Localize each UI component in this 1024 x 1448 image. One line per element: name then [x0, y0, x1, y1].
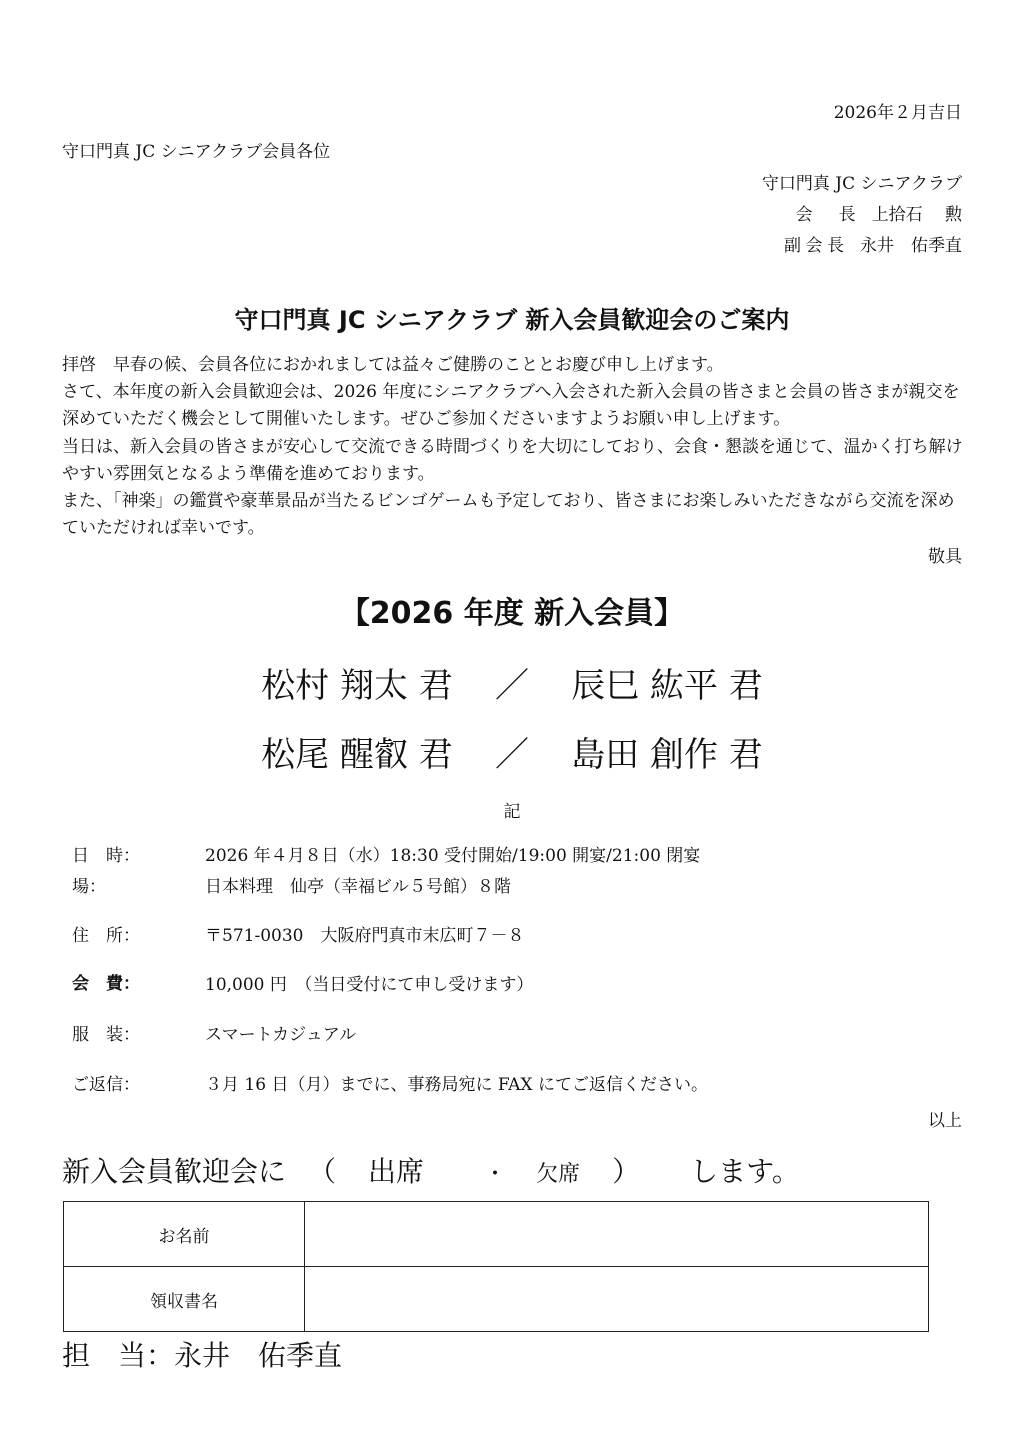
ki-heading: 記: [503, 802, 521, 822]
rsvp-option-absent[interactable]: 欠席: [536, 1162, 581, 1187]
form-label-receipt-name: 領収書名: [64, 1267, 305, 1332]
detail-label-dress: 服 装：: [72, 1025, 140, 1045]
document-title: 守口門真 JC シニアクラブ 新入会員歓迎会のご案内: [234, 306, 790, 334]
rsvp-prefix: 新入会員歓迎会に: [62, 1155, 287, 1188]
closing-keigu: 敬具: [928, 547, 962, 567]
ijou-end-mark: 以上: [928, 1111, 962, 1131]
detail-label-fee: 会 費：: [72, 974, 140, 994]
detail-value-dress: スマートカジュアル: [205, 1025, 357, 1045]
signer-role: 副会長: [784, 236, 844, 256]
rsvp-separator: ・: [484, 1162, 507, 1187]
detail-value-reply: ３月 16 日（月）までに、事務局宛に FAX にてご返信ください。: [205, 1075, 708, 1095]
table-row: [64, 1202, 929, 1267]
separator: ／: [495, 666, 529, 706]
form-field-name[interactable]: [305, 1202, 929, 1267]
close-paren: ）: [612, 1155, 641, 1188]
detail-label-venue: 場：: [72, 877, 106, 897]
reply-form-table: [63, 1201, 929, 1332]
detail-label-datetime: 日 時：: [72, 846, 140, 866]
detail-value-address: 〒571-0030 大阪府門真市末広町７－８: [205, 926, 525, 946]
member-name: 辰巳 紘平 君: [571, 666, 763, 706]
document-date: 2026年２月吉日: [833, 103, 962, 123]
sender-organization: 守口門真 JC シニアクラブ: [761, 174, 962, 194]
separator: ／: [495, 735, 529, 775]
member-name: 松尾 醒叡 君: [261, 735, 453, 775]
signer-role: 会 長: [795, 205, 856, 225]
body-paragraph: さて、本年度の新入会員歓迎会は、2026 年度にシニアクラブへ入会された新入会員の皆さまと会員の皆さまが親交を深めていただく機会として開催いたします。ぜひご参加くださいますようお願い申し上げます。: [62, 382, 960, 430]
detail-label-reply: ご返信：: [72, 1075, 140, 1095]
table-row: [64, 1267, 929, 1332]
contact-person: 担 当：永井 佑季直: [62, 1339, 343, 1372]
signer-name: 永井 佑季直: [860, 236, 962, 256]
member-name: 島田 創作 君: [571, 735, 763, 775]
open-paren: （: [308, 1155, 337, 1188]
signer-vice-president: [784, 235, 962, 257]
form-label-name: お名前: [64, 1202, 305, 1267]
member-row: [0, 658, 1024, 707]
body-paragraph: 当日は、新入会員の皆さまが安心して交流できる時間づくりを大切にしており、会食・懇談を通じて、温かく打ち解けやすい雰囲気となるよう準備を進めております。: [62, 436, 963, 484]
detail-value-fee: 10,000 円 （当日受付にて申し受けます）: [205, 975, 534, 995]
rsvp-suffix: します。: [690, 1155, 800, 1188]
rsvp-option-attend[interactable]: 出席: [368, 1155, 425, 1188]
detail-value-venue: 日本料理 仙亭（幸福ビル５号館）８階: [205, 877, 511, 897]
rsvp-line: [62, 1150, 800, 1190]
signer-president: [796, 204, 962, 226]
recipient-line: 守口門真 JC シニアクラブ会員各位: [62, 142, 331, 162]
letter-body: [62, 352, 966, 542]
detail-value-datetime: 2026 年４月８日（水）18:30 受付開始/19:00 開宴/21:00 閉宴: [205, 846, 701, 866]
signer-name: 上拾石 勲: [871, 205, 962, 225]
detail-label-address: 住 所：: [72, 926, 140, 946]
body-paragraph: また、「神楽」の鑑賞や豪華景品が当たるビンゴゲームも予定しており、皆さまにお楽しみいただきながら交流を深めていただければ幸いです。: [62, 491, 955, 539]
form-field-receipt-name[interactable]: [305, 1267, 929, 1332]
member-name: 松村 翔太 君: [261, 666, 453, 706]
member-row: [0, 727, 1024, 776]
members-heading: 【2026 年度 新入会員】: [339, 596, 685, 631]
body-paragraph: 拝啓 早春の候、会員各位におかれましては益々ご健勝のこととお慶び申し上げます。: [62, 355, 724, 375]
